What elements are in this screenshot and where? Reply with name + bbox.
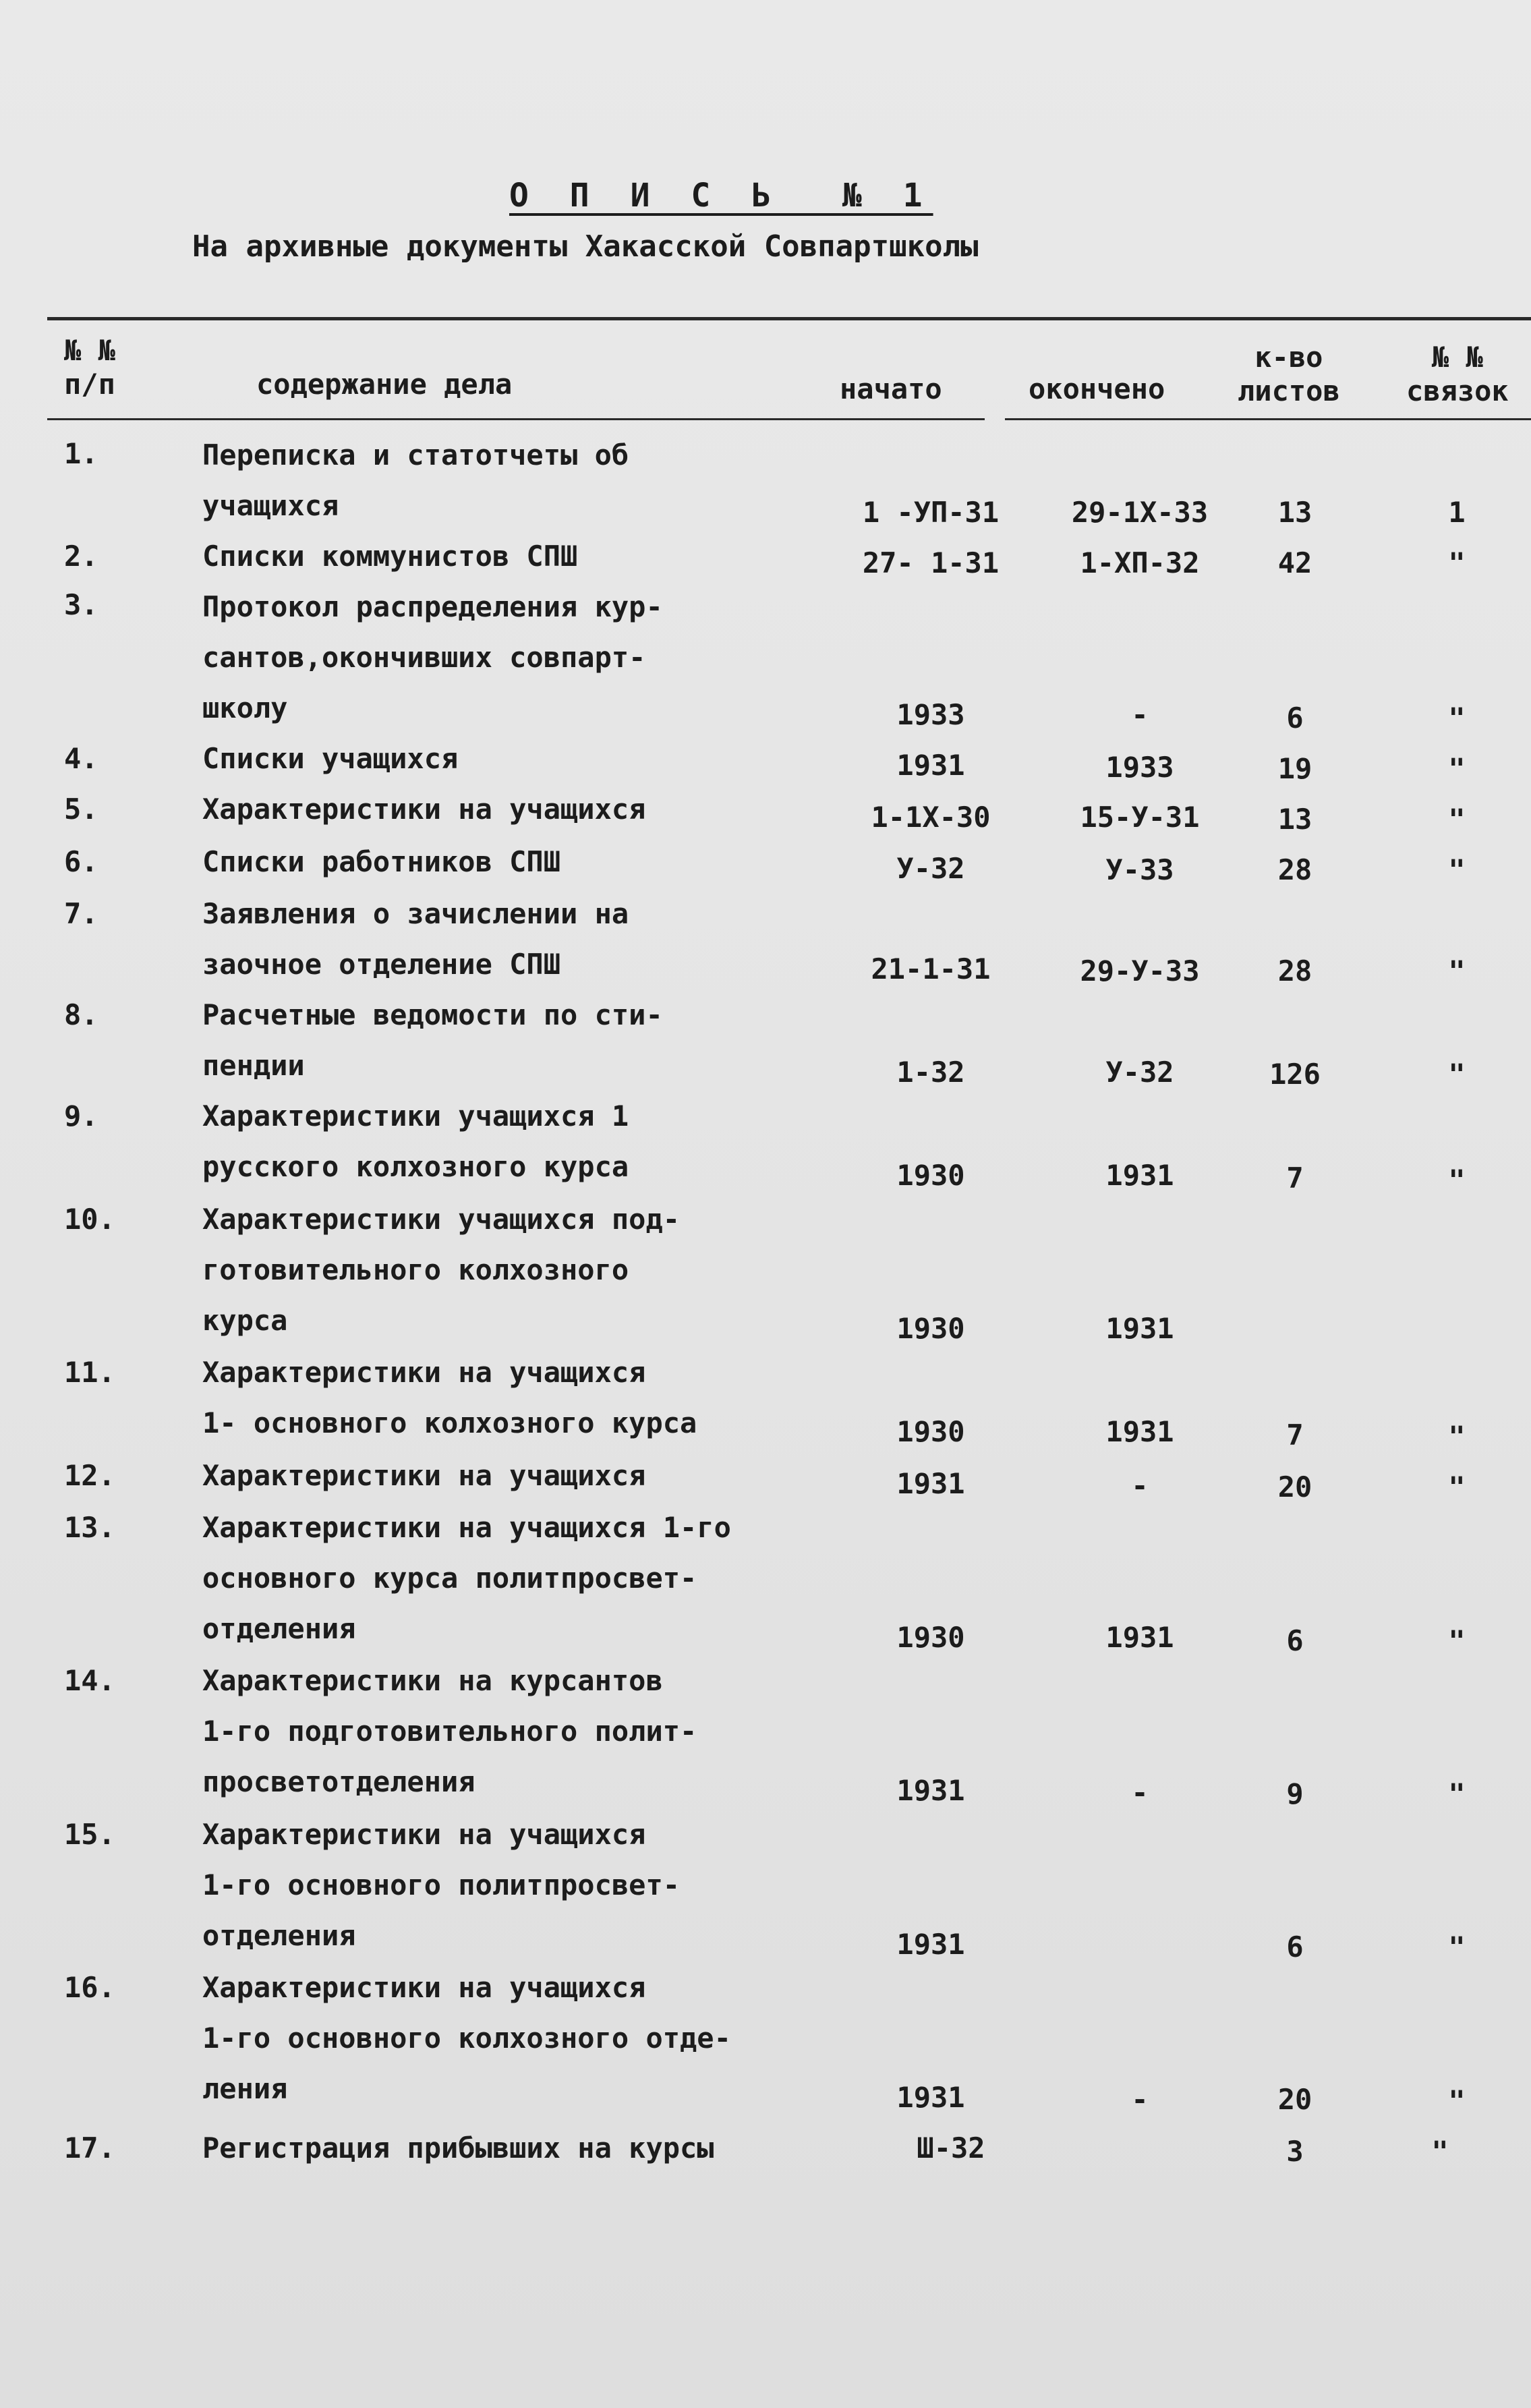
row-4-sheets: 19 <box>1277 752 1312 785</box>
row-5-bundle: " <box>1448 803 1466 836</box>
row-16-start: 1931 <box>896 2081 965 2114</box>
row-2-start: 27- 1-31 <box>862 546 1000 579</box>
row-1-num: 1. <box>64 437 98 470</box>
row-8-bundle: " <box>1448 1058 1466 1091</box>
row-17-bundle: " <box>1431 2135 1449 2168</box>
row-9-content: Характеристики учащихся 1 русского колхозного курса <box>202 1099 629 1183</box>
row-8-sheets: 126 <box>1269 1058 1321 1091</box>
row-13-content: Характеристики на учащихся 1-го основного курса политпросвет- отделения <box>202 1511 731 1645</box>
row-9-start: 1930 <box>896 1159 965 1192</box>
row-13-bundle: " <box>1448 1624 1466 1657</box>
row-12-bundle: " <box>1448 1470 1466 1503</box>
row-8-num: 8. <box>64 998 98 1031</box>
row-11-content: Характеристики на учащихся 1- основного колхозного курса <box>202 1356 697 1439</box>
row-9-end: 1931 <box>1105 1159 1174 1192</box>
row-7-start: 21-1-31 <box>871 952 991 985</box>
row-3-num: 3. <box>64 588 98 621</box>
row-6-num: 6. <box>64 845 98 878</box>
row-3-start: 1933 <box>896 698 965 731</box>
header-top-rule <box>47 317 1531 320</box>
row-10-num: 10. <box>64 1203 115 1236</box>
row-15-num: 15. <box>64 1818 115 1851</box>
row-15-sheets: 6 <box>1286 1930 1304 1963</box>
row-4-end: 1933 <box>1105 751 1174 784</box>
row-2-sheets: 42 <box>1277 546 1312 579</box>
row-15-content: Характеристики на учащихся 1-го основного политпросвет- отделения <box>202 1818 681 1952</box>
row-1-end: 29-1Х-33 <box>1071 496 1209 529</box>
row-16-end: - <box>1131 2083 1149 2116</box>
row-7-sheets: 28 <box>1277 954 1312 987</box>
document-title: О П И С Ь № 1 <box>509 177 933 214</box>
row-1-start: 1 -УП-31 <box>862 496 1000 529</box>
header-bottom-rule-left <box>47 418 985 420</box>
header-sheets: к-во листов <box>1238 341 1340 407</box>
row-14-content: Характеристики на курсантов 1-го подготовительного полит- просветотделения <box>202 1664 697 1798</box>
row-14-bundle: " <box>1448 1777 1466 1810</box>
row-12-num: 12. <box>64 1459 115 1492</box>
row-1-bundle: 1 <box>1448 496 1466 529</box>
row-14-num: 14. <box>64 1664 115 1697</box>
row-15-start: 1931 <box>896 1928 965 1961</box>
row-13-end: 1931 <box>1105 1621 1174 1654</box>
row-11-end: 1931 <box>1105 1415 1174 1448</box>
row-2-content: Списки коммунистов СПШ <box>202 540 578 573</box>
row-5-content: Характеристики на учащихся <box>202 793 646 826</box>
row-10-start: 1930 <box>896 1312 965 1345</box>
header-end: окончено <box>1029 372 1165 405</box>
header-content: содержание дела <box>256 368 513 401</box>
row-13-start: 1930 <box>896 1621 965 1654</box>
row-1-content: Переписка и статотчеты об учащихся <box>202 438 629 522</box>
row-10-content: Характеристики учащихся под- готовительного колхозного курса <box>202 1203 681 1337</box>
header-bundles: № № связок <box>1406 341 1509 407</box>
row-3-sheets: 6 <box>1286 701 1304 735</box>
row-2-num: 2. <box>64 540 98 573</box>
row-16-content: Характеристики на учащихся 1-го основного колхозного отде- ления <box>202 1971 731 2105</box>
row-13-num: 13. <box>64 1511 115 1544</box>
row-7-bundle: " <box>1448 954 1466 987</box>
row-11-sheets: 7 <box>1286 1418 1304 1452</box>
row-16-num: 16. <box>64 1971 115 2004</box>
row-4-num: 4. <box>64 742 98 775</box>
row-6-bundle: " <box>1448 853 1466 886</box>
row-16-bundle: " <box>1448 2084 1466 2117</box>
row-8-content: Расчетные ведомости по сти- пендии <box>202 998 663 1082</box>
row-9-num: 9. <box>64 1099 98 1133</box>
header-num: № № п/п <box>64 334 115 401</box>
row-12-start: 1931 <box>896 1467 965 1500</box>
row-3-bundle: " <box>1448 701 1466 735</box>
row-12-sheets: 20 <box>1277 1470 1312 1503</box>
row-11-bundle: " <box>1448 1420 1466 1453</box>
row-6-end: У-33 <box>1105 853 1174 886</box>
row-7-content: Заявления о зачислении на заочное отделение СПШ <box>202 897 629 981</box>
row-17-num: 17. <box>64 2131 115 2165</box>
row-9-bundle: " <box>1448 1164 1466 1197</box>
row-7-end: 29-У-33 <box>1080 954 1200 987</box>
row-5-start: 1-1Х-30 <box>871 801 991 834</box>
row-3-end: - <box>1131 698 1149 731</box>
row-1-sheets: 13 <box>1277 496 1312 529</box>
row-7-num: 7. <box>64 897 98 930</box>
row-6-content: Списки работников СПШ <box>202 845 561 878</box>
row-17-start: Ш-32 <box>917 2131 985 2165</box>
row-2-bundle: " <box>1448 546 1466 579</box>
row-8-end: У-32 <box>1105 1056 1174 1089</box>
row-14-end: - <box>1131 1776 1149 1809</box>
row-6-sheets: 28 <box>1277 853 1312 886</box>
row-14-start: 1931 <box>896 1774 965 1807</box>
row-4-start: 1931 <box>896 749 965 782</box>
row-5-end: 15-У-31 <box>1080 801 1200 834</box>
row-8-start: 1-32 <box>896 1056 965 1089</box>
row-6-start: У-32 <box>896 852 965 885</box>
row-3-content: Протокол распределения кур- сантов,окончивших совпарт- школу <box>202 590 663 724</box>
row-14-sheets: 9 <box>1286 1777 1304 1810</box>
row-4-bundle: " <box>1448 752 1466 785</box>
row-10-end: 1931 <box>1105 1312 1174 1345</box>
header-start: начато <box>840 372 942 405</box>
row-17-sheets: 3 <box>1286 2135 1304 2168</box>
row-11-num: 11. <box>64 1356 115 1389</box>
document-subtitle: На архивные документы Хакасской Совпартшколы <box>192 229 979 264</box>
row-5-sheets: 13 <box>1277 803 1312 836</box>
row-9-sheets: 7 <box>1286 1162 1304 1195</box>
row-5-num: 5. <box>64 793 98 826</box>
row-17-content: Регистрация прибывших на курсы <box>202 2131 714 2165</box>
row-11-start: 1930 <box>896 1415 965 1448</box>
header-bottom-rule-right <box>1005 418 1531 420</box>
row-12-end: - <box>1131 1469 1149 1502</box>
row-16-sheets: 20 <box>1277 2083 1312 2116</box>
row-13-sheets: 6 <box>1286 1624 1304 1657</box>
row-15-bundle: " <box>1448 1930 1466 1963</box>
row-4-content: Списки учащихся <box>202 742 459 775</box>
row-2-end: 1-ХП-32 <box>1080 546 1200 579</box>
row-12-content: Характеристики на учащихся <box>202 1459 646 1492</box>
